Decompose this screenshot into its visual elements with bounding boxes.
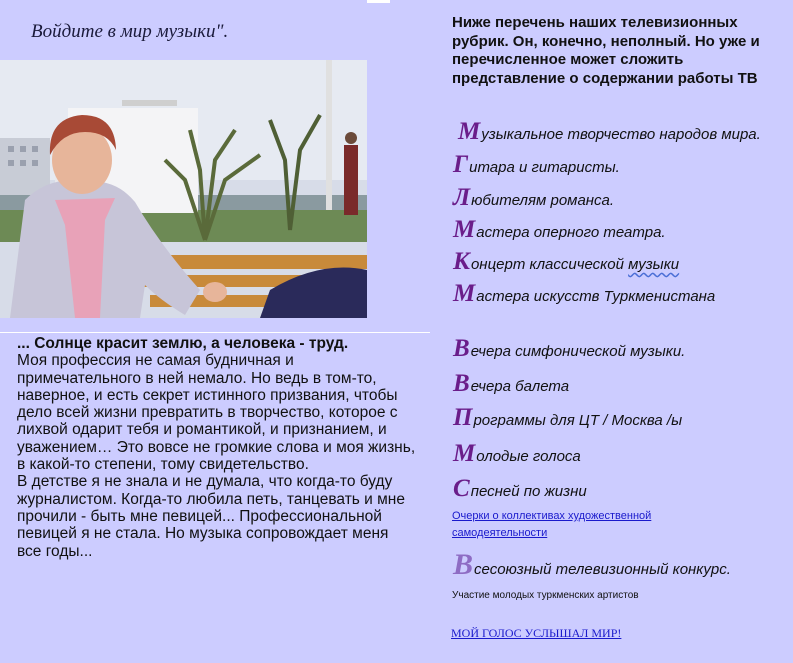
- rubric-item: [453, 280, 715, 308]
- rubric-text: итара и гитаристы.: [469, 159, 620, 176]
- rubric-text-spellcheck: музыки: [628, 256, 680, 273]
- page-heading: Войдите в мир музыки".: [31, 21, 229, 42]
- rubric-initial: Г: [453, 151, 469, 178]
- rubric-initial: С: [453, 475, 470, 502]
- rubric-text: олодые голоса: [476, 448, 581, 465]
- rubric-initial: М: [453, 280, 476, 307]
- contest-note: Участие молодых туркменских артистов: [452, 590, 639, 601]
- contest-initial: В: [453, 548, 474, 581]
- rubric-text: юбителям романса.: [471, 192, 615, 209]
- rubric-item: [453, 475, 587, 503]
- rubrics-intro: Ниже перечень наших телевизионных рубрик. Он, конечно, неполный. Но уже и перечисленное может сложить представление о содержании работы ТВ: [452, 14, 760, 87]
- rubric-text: ечера симфонической музыки.: [470, 343, 686, 360]
- rubric-initial: В: [453, 370, 470, 397]
- rubric-initial: В: [453, 335, 470, 362]
- rubric-initial: М: [453, 440, 476, 467]
- rubric-initial: М: [453, 216, 476, 243]
- ensembles-link[interactable]: Очерки о коллективах художественной самодеятельности: [452, 510, 652, 539]
- rubric-initial: П: [453, 404, 473, 431]
- story-paragraph-1: Моя профессия не самая будничная и примечательного в ней немало. Но ведь в том-то, наверное, и есть секрет истинного призвания, чтобы дело всей жизни превратить в творчество, которое с лихвой одарит тебя и романтикой, и признанием, и уважением… Это вовсе не громкие слова и моя жизнь, в какой-то степени, тому свидетельство.: [17, 352, 416, 474]
- section-divider: [0, 332, 430, 333]
- rubric-text: песней по жизни: [470, 483, 587, 500]
- rubric-item: [453, 248, 679, 276]
- rubric-text: астера искусств Туркменистана: [476, 288, 716, 305]
- rubric-item: [453, 370, 569, 398]
- contest-text: сесоюзный телевизионный конкурс.: [474, 561, 731, 578]
- rubric-text: онцерт классической: [470, 256, 629, 273]
- story-lead: ... Солнце красит землю, а человека - труд.: [17, 335, 349, 352]
- rubric-item: [458, 118, 761, 146]
- rubric-item: [453, 151, 620, 179]
- rubric-item: [453, 440, 581, 468]
- rubric-initial: М: [458, 118, 481, 145]
- rubric-item: [453, 216, 666, 244]
- top-divider: [367, 0, 390, 3]
- story-paragraph-2: В детстве я не знала и не думала, что когда-то буду журналистом. Когда-то любила петь, танцевать и мне прочили - быть мне певицей... Профессиональной певицей я не стала. Но музыка сопровождает меня все годы...: [17, 473, 405, 560]
- story-text: [17, 335, 417, 560]
- rubric-text: узыкальное творчество народов мира.: [481, 126, 761, 143]
- rubric-item: [453, 184, 614, 212]
- contest-item: [453, 548, 731, 582]
- rubric-item: [453, 404, 682, 432]
- rubric-initial: Л: [453, 184, 471, 211]
- rubric-item: [453, 335, 685, 363]
- rubric-initial: К: [453, 248, 470, 275]
- my-voice-link[interactable]: МОЙ ГОЛОС УСЛЫШАЛ МИР!: [451, 626, 622, 640]
- rubric-text: ечера балета: [470, 378, 570, 395]
- rubric-text: астера оперного театра.: [476, 224, 666, 241]
- rubric-text: рограммы для ЦТ / Москва /ы: [473, 412, 683, 429]
- journalist-photo: [0, 60, 367, 318]
